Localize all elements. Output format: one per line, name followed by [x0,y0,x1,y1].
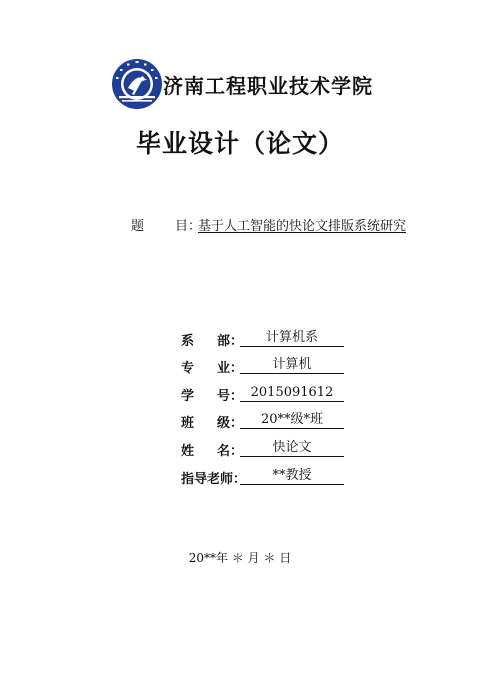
info-label-first: 系 [181,334,195,349]
info-label-advisor: 指导老师： [181,472,247,487]
info-value-name: 快论文 [240,440,344,457]
info-label-second: 号： [217,389,244,404]
school-emblem-icon [111,58,163,110]
info-row-major [0,357,480,377]
info-value-class: 20**级*班 [240,412,344,429]
topic-label-first: 题 [131,219,145,234]
school-name: 济南工程职业技术学院 [163,74,373,98]
info-label-second: 业： [217,361,244,376]
info-row-advisor [0,468,480,488]
info-label-first: 姓 [181,444,195,459]
info-label-first: 学 [181,389,195,404]
topic-label-second: 目： [175,219,202,234]
info-value-department: 计算机系 [240,330,344,347]
info-value-major: 计算机 [240,357,344,374]
info-value-advisor: **教授 [240,468,344,485]
info-label-first: 班 [181,416,195,431]
info-value-student-id: 2015091612 [240,385,344,402]
info-row-department [0,330,480,350]
info-row-student-id [0,385,480,405]
topic-value: 基于人工智能的快论文排版系统研究 [198,219,407,234]
info-label-second: 级： [217,416,244,431]
date-line: 20**年 ＊ 月 ＊ 日 [188,551,292,565]
info-label-second: 部： [217,334,244,349]
info-row-name [0,440,480,460]
info-label-first: 专 [181,361,195,376]
info-label-second: 名： [217,444,244,459]
info-row-class [0,412,480,432]
document-title: 毕业设计（论文） [135,129,344,158]
